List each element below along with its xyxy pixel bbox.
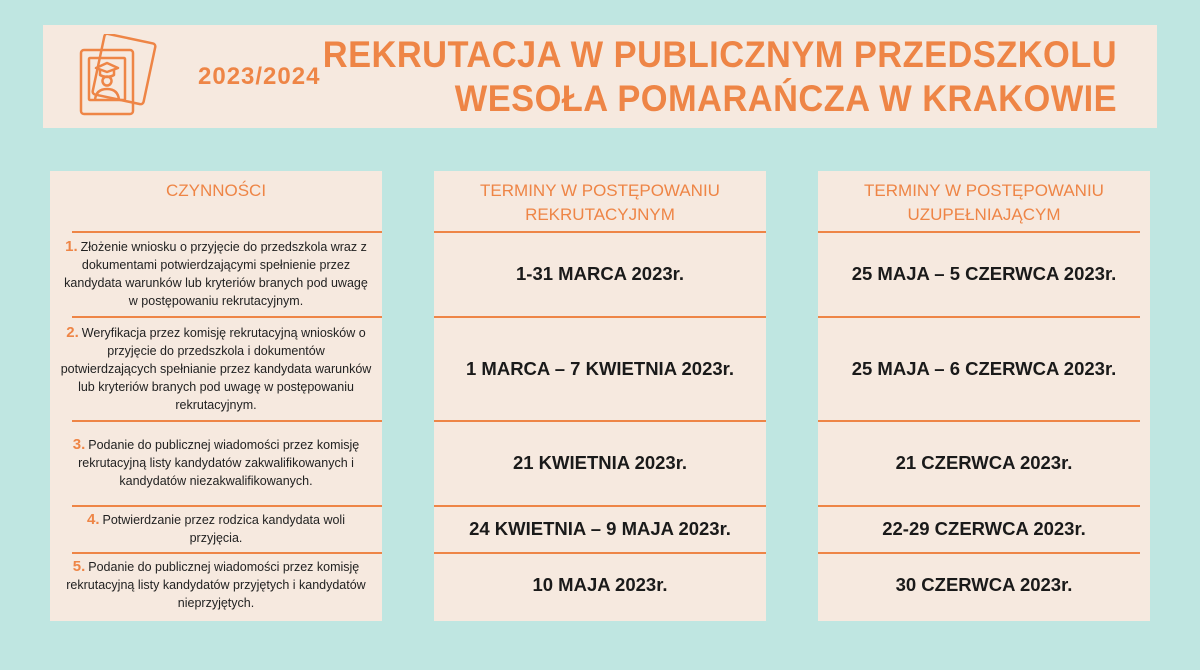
- supplementary-date-5: 30 CZERWCA 2023r.: [895, 574, 1073, 595]
- recruitment-header: [434, 179, 766, 227]
- supplementary-column: [818, 171, 1150, 621]
- activities-header: CZYNNOŚCI: [165, 181, 267, 200]
- activity-text: Potwierdzanie przez rodzica kandydata woli przyjęcia.: [102, 513, 345, 545]
- activity-row-5: [60, 553, 372, 617]
- activity-row-3: [60, 421, 372, 505]
- recruitment-date-2: 1 MARCA – 7 KWIETNIA 2023r.: [466, 357, 734, 379]
- recruitment-date-3: 21 KWIETNIA 2023r.: [512, 452, 688, 473]
- activity-row-1: [60, 232, 372, 316]
- row-number: 2.: [66, 323, 79, 341]
- activity-row-4: [60, 506, 372, 552]
- supplementary-date-3: 21 CZERWCA 2023r.: [895, 452, 1073, 473]
- recruitment-header-line-2: REKRUTACYJNYM: [525, 205, 675, 224]
- photo-frame-icon: [76, 34, 158, 120]
- supplementary-header: [818, 179, 1150, 227]
- school-year: 2023/2024: [198, 63, 321, 90]
- activity-text: Podanie do publicznej wiadomości przez komisję rekrutacyjną listy kandydatów zakwalifikowanych i kandydatów niezakwalifikowanych.: [78, 438, 360, 488]
- title-line-2: WESOŁA POMARAŃCZA W KRAKOWIE: [454, 78, 1117, 119]
- recruitment-date-5: 10 MAJA 2023r.: [532, 574, 668, 595]
- row-number: 1.: [65, 238, 78, 255]
- supplementary-header-line-2: UZUPEŁNIAJĄCYM: [907, 205, 1061, 224]
- activity-text: Podanie do publicznej wiadomości przez komisję rekrutacyjną listy kandydatów przyjętych i kandydatów nieprzyjętych.: [66, 560, 366, 610]
- supplementary-date-1: 25 MAJA – 5 CZERWCA 2023r.: [851, 263, 1117, 284]
- activity-text: Złożenie wniosku o przyjęcie do przedszkola wraz z dokumentami potwierdzającymi spełnienie przez kandydata warunków lub kryteriów branych pod uwagę w postępowaniu rekrutacyjnym.: [64, 240, 368, 308]
- recruitment-header-line-1: TERMINY W POSTĘPOWANIU: [480, 181, 720, 200]
- activity-row-2: [60, 317, 372, 420]
- header-banner: [43, 25, 1157, 128]
- supplementary-date-4: 22-29 CZERWCA 2023r.: [882, 518, 1086, 539]
- row-number: 3.: [72, 436, 86, 453]
- page-title: [323, 33, 1117, 121]
- row-number: 4.: [86, 511, 100, 528]
- supplementary-date-2: 25 MAJA – 6 CZERWCA 2023r.: [851, 357, 1117, 379]
- row-number: 5.: [72, 558, 86, 575]
- recruitment-column: [434, 171, 766, 621]
- title-line-1: REKRUTACJA W PUBLICZNYM PRZEDSZKOLU: [322, 34, 1117, 75]
- recruitment-date-4: 24 KWIETNIA – 9 MAJA 2023r.: [469, 518, 731, 539]
- activity-text: Weryfikacja przez komisję rekrutacyjną wniosków o przyjęcie do przedszkola i dokumentów potwierdzających spełnianie przez kandydata warunków lub kryteriów branych pod uwagę w postępowaniu rekrutacyjnym.: [60, 325, 372, 412]
- activities-column: [50, 171, 382, 621]
- recruitment-date-1: 1-31 MARCA 2023r.: [516, 263, 684, 284]
- supplementary-header-line-1: TERMINY W POSTĘPOWANIU: [864, 181, 1104, 200]
